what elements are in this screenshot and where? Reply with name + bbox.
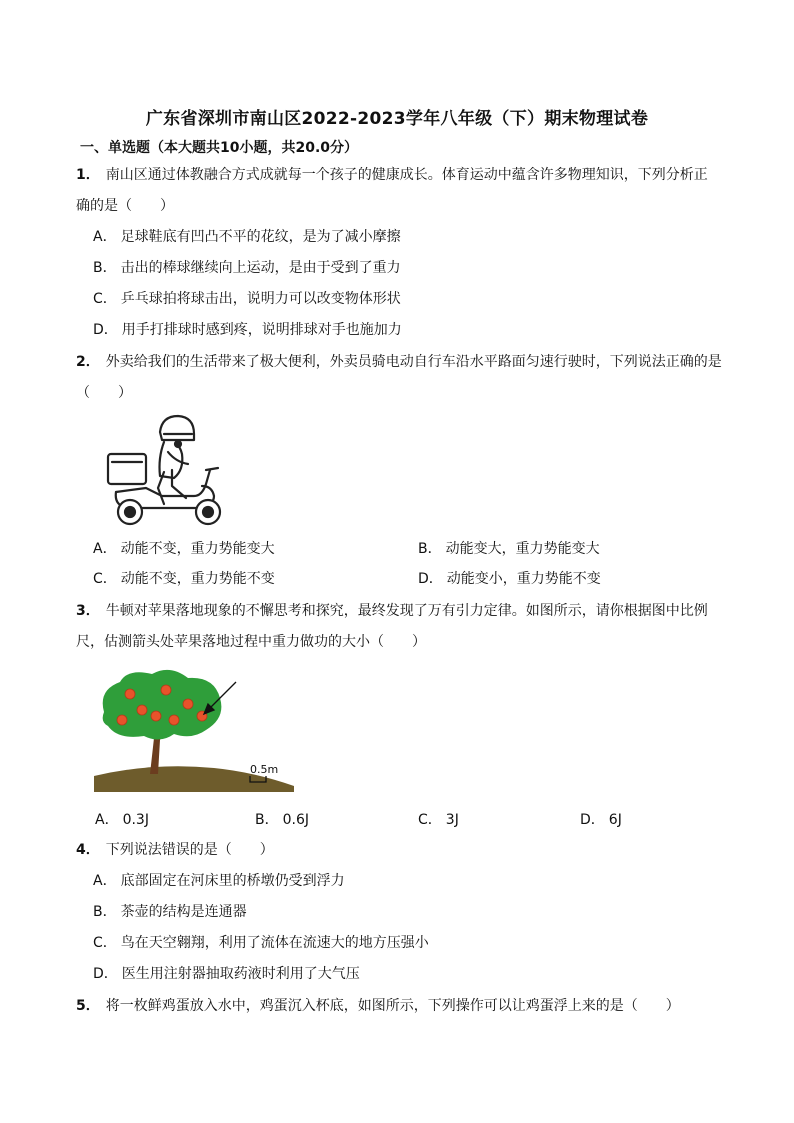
option-a[interactable]: A． 动能不变，重力势能变大 bbox=[93, 541, 275, 557]
question-1 bbox=[76, 160, 746, 222]
option-b[interactable]: B． 动能变大，重力势能变大 bbox=[418, 541, 600, 557]
option-a[interactable]: A． 底部固定在河床里的桥墩仍受到浮力 bbox=[93, 873, 345, 889]
option-b[interactable]: B． 茶壶的结构是连通器 bbox=[93, 904, 247, 920]
question-number: 3． bbox=[76, 603, 100, 619]
question-number: 2． bbox=[76, 354, 100, 370]
question-number: 5． bbox=[76, 998, 100, 1014]
question-stem: 南山区通过体教融合方式成就每一个孩子的健康成长。体育运动中蕴含许多物理知识，下列分析正 bbox=[105, 167, 708, 183]
question-stem-cont: 确的是（ ） bbox=[76, 198, 174, 214]
option-b[interactable]: B． 击出的棒球继续向上运动，是由于受到了重力 bbox=[93, 260, 401, 276]
page-title: 广东省深圳市南山区2022-2023学年八年级（下）期末物理试卷 bbox=[145, 109, 649, 129]
question-stem-cont: 尺，估测箭头处苹果落地过程中重力做功的大小（ ） bbox=[76, 634, 426, 650]
option-c[interactable]: C． 动能不变，重力势能不变 bbox=[93, 571, 275, 587]
question-stem: 外卖给我们的生活带来了极大便利，外卖员骑电动自行车沿水平路面匀速行驶时，下列说法正确的是 bbox=[105, 354, 722, 370]
option-d[interactable]: D． 医生用注射器抽取药液时利用了大气压 bbox=[93, 966, 360, 982]
section-heading: 一、单选题（本大题共10小题，共20.0分） bbox=[80, 140, 359, 156]
question-number: 1． bbox=[76, 167, 100, 183]
question-3 bbox=[76, 596, 746, 658]
question-number: 4． bbox=[76, 842, 100, 858]
question-stem: 牛顿对苹果落地现象的不懈思考和探究，最终发现了万有引力定律。如图所示，请你根据图中比例 bbox=[105, 603, 708, 619]
question-stem: 将一枚鲜鸡蛋放入水中，鸡蛋沉入杯底，如图所示，下列操作可以让鸡蛋浮上来的是（ ） bbox=[105, 998, 680, 1014]
option-c[interactable]: C． 乒乓球拍将球击出，说明力可以改变物体形状 bbox=[93, 291, 401, 307]
option-c[interactable]: C． 3J bbox=[418, 812, 459, 828]
option-b[interactable]: B． 0.6J bbox=[255, 812, 310, 828]
apple-tree-icon bbox=[94, 668, 294, 792]
question-stem: 下列说法错误的是（ ） bbox=[105, 842, 274, 858]
scale-label: 0.5m bbox=[250, 763, 279, 776]
option-d[interactable]: D． 动能变小，重力势能不变 bbox=[418, 571, 601, 587]
option-a[interactable]: A． 0.3J bbox=[95, 812, 149, 828]
option-d[interactable]: D． 6J bbox=[580, 812, 622, 828]
delivery-rider-scooter-icon bbox=[102, 412, 232, 530]
option-a[interactable]: A． 足球鞋底有凹凸不平的花纹，是为了减小摩擦 bbox=[93, 229, 401, 245]
option-d[interactable]: D． 用手打排球时感到疼，说明排球对手也施加力 bbox=[93, 322, 402, 338]
question-stem-cont: （ ） bbox=[76, 385, 132, 401]
question-4 bbox=[76, 835, 746, 866]
question-2 bbox=[76, 347, 746, 409]
option-c[interactable]: C． 鸟在天空翱翔，利用了流体在流速大的地方压强小 bbox=[93, 935, 429, 951]
question-5 bbox=[76, 991, 746, 1022]
